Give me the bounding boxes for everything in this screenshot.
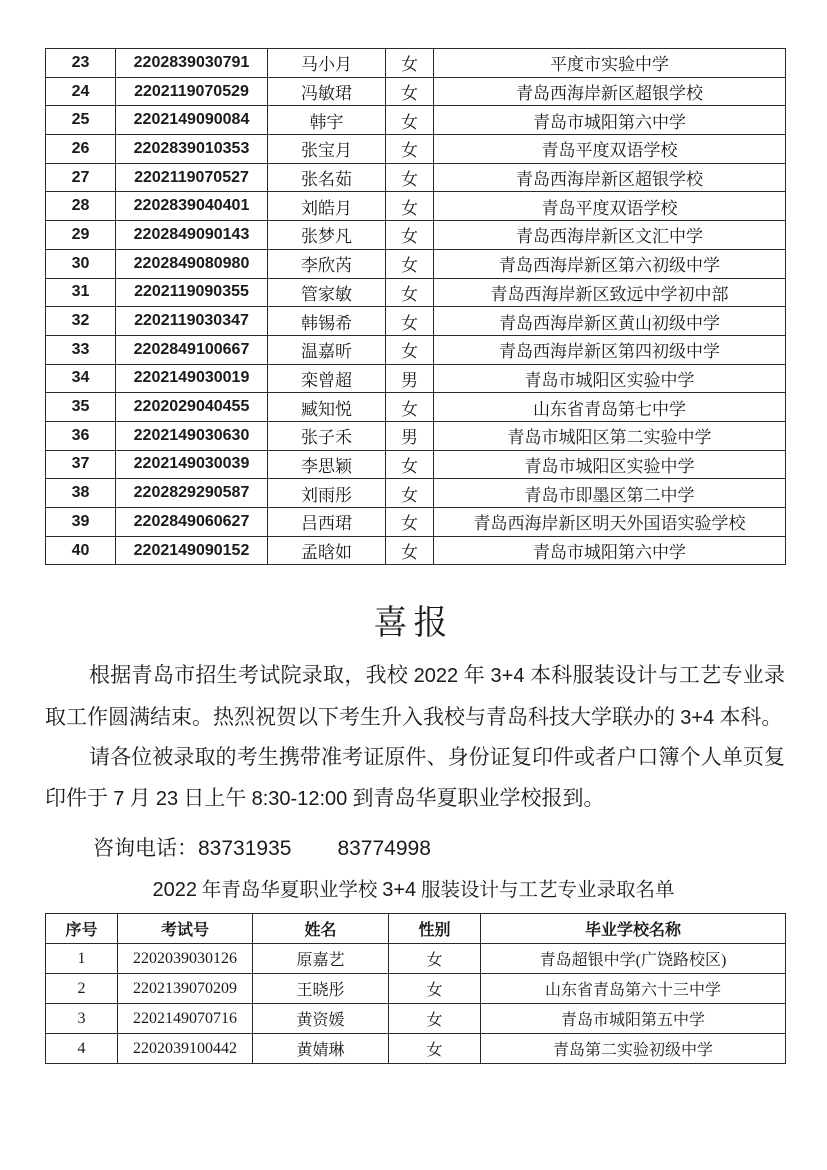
- school-name-cell: 山东省青岛第六十三中学: [481, 974, 786, 1004]
- gender-cell: 女: [389, 1034, 481, 1064]
- school-name-cell: 青岛市城阳区实验中学: [434, 450, 786, 479]
- row-number-cell: 31: [46, 278, 116, 307]
- student-name-cell: 马小月: [268, 49, 386, 78]
- student-name-cell: 温嘉昕: [268, 335, 386, 364]
- school-name-cell: 青岛市城阳区第二实验中学: [434, 421, 786, 450]
- row-number-cell: 37: [46, 450, 116, 479]
- school-name-cell: 青岛市城阳第六中学: [434, 106, 786, 135]
- day-value: 23: [155, 788, 179, 810]
- text-segment: 根据青岛市招生考试院录取，我校: [89, 663, 414, 687]
- school-name-cell: 青岛市即墨区第二中学: [434, 479, 786, 508]
- school-name-cell: 青岛平度双语学校: [434, 135, 786, 164]
- year-value: 2022: [413, 665, 459, 687]
- admission-table-header-row: [46, 914, 786, 944]
- student-name-cell: 刘皓月: [268, 192, 386, 221]
- roster-table-body: [46, 49, 786, 565]
- exam-number-cell: 2202839040401: [116, 192, 268, 221]
- row-number-cell: 35: [46, 393, 116, 422]
- student-name-cell: 栾曾超: [268, 364, 386, 393]
- exam-number-cell: 2202139070209: [118, 974, 253, 1004]
- exam-number-cell: 2202149030039: [116, 450, 268, 479]
- exam-number-cell: 2202149090152: [116, 536, 268, 565]
- student-name-cell: 张宝月: [268, 135, 386, 164]
- student-name-cell: 吕西珺: [268, 508, 386, 537]
- school-name-cell: 青岛第二实验初级中学: [481, 1034, 786, 1064]
- gender-cell: 女: [389, 974, 481, 1004]
- row-number-cell: 34: [46, 364, 116, 393]
- row-number-cell: 38: [46, 479, 116, 508]
- text-segment: 到青岛华夏职业学校报到。: [347, 786, 605, 810]
- gender-cell: 男: [386, 421, 434, 450]
- gender-cell: 女: [386, 49, 434, 78]
- school-name-cell: 山东省青岛第七中学: [434, 393, 786, 422]
- student-name-cell: 韩宇: [268, 106, 386, 135]
- exam-number-cell: 2202149030019: [116, 364, 268, 393]
- roster-row: [46, 192, 786, 221]
- roster-table-continuation: [45, 48, 786, 565]
- school-name-cell: 青岛平度双语学校: [434, 192, 786, 221]
- row-number-cell: 27: [46, 163, 116, 192]
- month-value: 7: [113, 788, 125, 810]
- row-number-cell: 2: [46, 974, 118, 1004]
- exam-number-cell: 2202119030347: [116, 307, 268, 336]
- gender-cell: 女: [386, 335, 434, 364]
- gender-cell: 女: [386, 163, 434, 192]
- year-value: 2022: [152, 879, 197, 901]
- row-number-cell: 23: [46, 49, 116, 78]
- roster-row: [46, 49, 786, 78]
- paragraph-report-instructions: [45, 737, 785, 820]
- row-number-cell: 33: [46, 335, 116, 364]
- roster-row: [46, 335, 786, 364]
- text-segment: 日上午: [178, 786, 252, 810]
- row-number-cell: 25: [46, 106, 116, 135]
- school-name-cell: 青岛市城阳第六中学: [434, 536, 786, 565]
- gender-cell: 女: [386, 221, 434, 250]
- roster-row: [46, 278, 786, 307]
- gender-cell: 女: [386, 77, 434, 106]
- roster-row: [46, 221, 786, 250]
- row-number-cell: 1: [46, 944, 118, 974]
- exam-number-cell: 2202149030630: [116, 421, 268, 450]
- roster-row: [46, 508, 786, 537]
- student-name-cell: 原嘉艺: [253, 944, 389, 974]
- student-name-cell: 张名茹: [268, 163, 386, 192]
- exam-number-cell: 2202119070527: [116, 163, 268, 192]
- gender-cell: 女: [386, 307, 434, 336]
- admission-row: [46, 974, 786, 1004]
- program-code: 3+4: [490, 665, 525, 687]
- roster-row: [46, 249, 786, 278]
- school-name-cell: 青岛西海岸新区致远中学初中部: [434, 278, 786, 307]
- admission-row: [46, 1004, 786, 1034]
- exam-number-cell: 2202149070716: [118, 1004, 253, 1034]
- roster-row: [46, 536, 786, 565]
- exam-number-cell: 2202839030791: [116, 49, 268, 78]
- row-number-cell: 28: [46, 192, 116, 221]
- gender-cell: 女: [386, 106, 434, 135]
- student-name-cell: 王晓彤: [253, 974, 389, 1004]
- school-name-cell: 青岛超银中学(广饶路校区): [481, 944, 786, 974]
- gender-cell: 女: [386, 135, 434, 164]
- gender-cell: 女: [386, 450, 434, 479]
- text-segment: 月: [124, 786, 156, 810]
- time-range-value: 8:30-12:00: [251, 788, 348, 810]
- school-name-cell: 青岛西海岸新区黄山初级中学: [434, 307, 786, 336]
- exam-number-cell: 2202849100667: [116, 335, 268, 364]
- roster-row: [46, 106, 786, 135]
- header-gender: 性别: [389, 914, 481, 944]
- exam-number-cell: 2202039100442: [118, 1034, 253, 1064]
- header-name: 姓名: [253, 914, 389, 944]
- paragraph-admission-complete: [45, 655, 785, 739]
- roster-row: [46, 364, 786, 393]
- exam-number-cell: 2202119090355: [116, 278, 268, 307]
- gender-cell: 女: [386, 278, 434, 307]
- roster-row: [46, 393, 786, 422]
- gender-cell: 女: [386, 393, 434, 422]
- row-number-cell: 36: [46, 421, 116, 450]
- exam-number-cell: 2202829290587: [116, 479, 268, 508]
- roster-row: [46, 421, 786, 450]
- gender-cell: 男: [386, 364, 434, 393]
- contact-label: 咨询电话：: [93, 836, 198, 860]
- roster-row: [46, 163, 786, 192]
- student-name-cell: 李欣芮: [268, 249, 386, 278]
- program-code: 3+4: [382, 879, 417, 901]
- gender-cell: 女: [386, 192, 434, 221]
- student-name-cell: 管家敏: [268, 278, 386, 307]
- header-graduate-school: 毕业学校名称: [481, 914, 786, 944]
- exam-number-cell: 2202849090143: [116, 221, 268, 250]
- gender-cell: 女: [389, 944, 481, 974]
- gender-cell: 女: [389, 1004, 481, 1034]
- text-segment: 服装设计与工艺专业录取名单: [416, 880, 675, 901]
- row-number-cell: 30: [46, 249, 116, 278]
- text-segment: 年青岛华夏职业学校: [196, 880, 383, 901]
- student-name-cell: 黄婧琳: [253, 1034, 389, 1064]
- school-name-cell: 青岛市城阳第五中学: [481, 1004, 786, 1034]
- row-number-cell: 24: [46, 77, 116, 106]
- student-name-cell: 黄资媛: [253, 1004, 389, 1034]
- phone-number-1: 83731935: [198, 837, 292, 860]
- school-name-cell: 青岛西海岸新区明天外国语实验学校: [434, 508, 786, 537]
- roster-row: [46, 307, 786, 336]
- page-title: 喜报: [373, 605, 454, 642]
- row-number-cell: 26: [46, 135, 116, 164]
- gender-cell: 女: [386, 508, 434, 537]
- row-number-cell: 39: [46, 508, 116, 537]
- student-name-cell: 冯敏珺: [268, 77, 386, 106]
- exam-number-cell: 2202149090084: [116, 106, 268, 135]
- admission-row: [46, 1034, 786, 1064]
- roster-row: [46, 135, 786, 164]
- admission-list-table: [45, 913, 786, 1064]
- school-name-cell: 平度市实验中学: [434, 49, 786, 78]
- school-name-cell: 青岛西海岸新区超银学校: [434, 163, 786, 192]
- exam-number-cell: 2202849080980: [116, 249, 268, 278]
- student-name-cell: 臧知悦: [268, 393, 386, 422]
- student-name-cell: 刘雨彤: [268, 479, 386, 508]
- row-number-cell: 32: [46, 307, 116, 336]
- text-segment: 本科服装设计与工艺专业录取工作圆满结束。热烈祝贺以下考生升入我校与青岛科技大学联办的: [45, 663, 786, 729]
- roster-row: [46, 77, 786, 106]
- header-serial-number: 序号: [46, 914, 118, 944]
- admission-row: [46, 944, 786, 974]
- student-name-cell: 孟晗如: [268, 536, 386, 565]
- row-number-cell: 4: [46, 1034, 118, 1064]
- program-code: 3+4: [680, 707, 715, 729]
- exam-number-cell: 2202029040455: [116, 393, 268, 422]
- student-name-cell: 李思颖: [268, 450, 386, 479]
- school-name-cell: 青岛西海岸新区第六初级中学: [434, 249, 786, 278]
- gender-cell: 女: [386, 249, 434, 278]
- school-name-cell: 青岛西海岸新区文汇中学: [434, 221, 786, 250]
- exam-number-cell: 2202119070529: [116, 77, 268, 106]
- gender-cell: 女: [386, 536, 434, 565]
- row-number-cell: 40: [46, 536, 116, 565]
- admission-table-body: [46, 944, 786, 1064]
- school-name-cell: 青岛西海岸新区超银学校: [434, 77, 786, 106]
- roster-row: [46, 450, 786, 479]
- row-number-cell: 29: [46, 221, 116, 250]
- student-name-cell: 韩锡希: [268, 307, 386, 336]
- admission-list-title: [0, 877, 827, 904]
- student-name-cell: 张梦凡: [268, 221, 386, 250]
- text-segment: 本科。: [714, 705, 783, 729]
- header-exam-number: 考试号: [118, 914, 253, 944]
- text-segment: 年: [458, 663, 491, 687]
- school-name-cell: 青岛西海岸新区第四初级中学: [434, 335, 786, 364]
- exam-number-cell: 2202849060627: [116, 508, 268, 537]
- school-name-cell: 青岛市城阳区实验中学: [434, 364, 786, 393]
- gender-cell: 女: [386, 479, 434, 508]
- exam-number-cell: 2202839010353: [116, 135, 268, 164]
- exam-number-cell: 2202039030126: [118, 944, 253, 974]
- contact-phone-line: [45, 835, 827, 862]
- roster-row: [46, 479, 786, 508]
- student-name-cell: 张子禾: [268, 421, 386, 450]
- text-segment: 请各位被录取的考生携带准考证原件、身份证复印件或者户口簿个人单页复印件于: [45, 745, 785, 810]
- row-number-cell: 3: [46, 1004, 118, 1034]
- phone-number-2: 83774998: [337, 837, 431, 860]
